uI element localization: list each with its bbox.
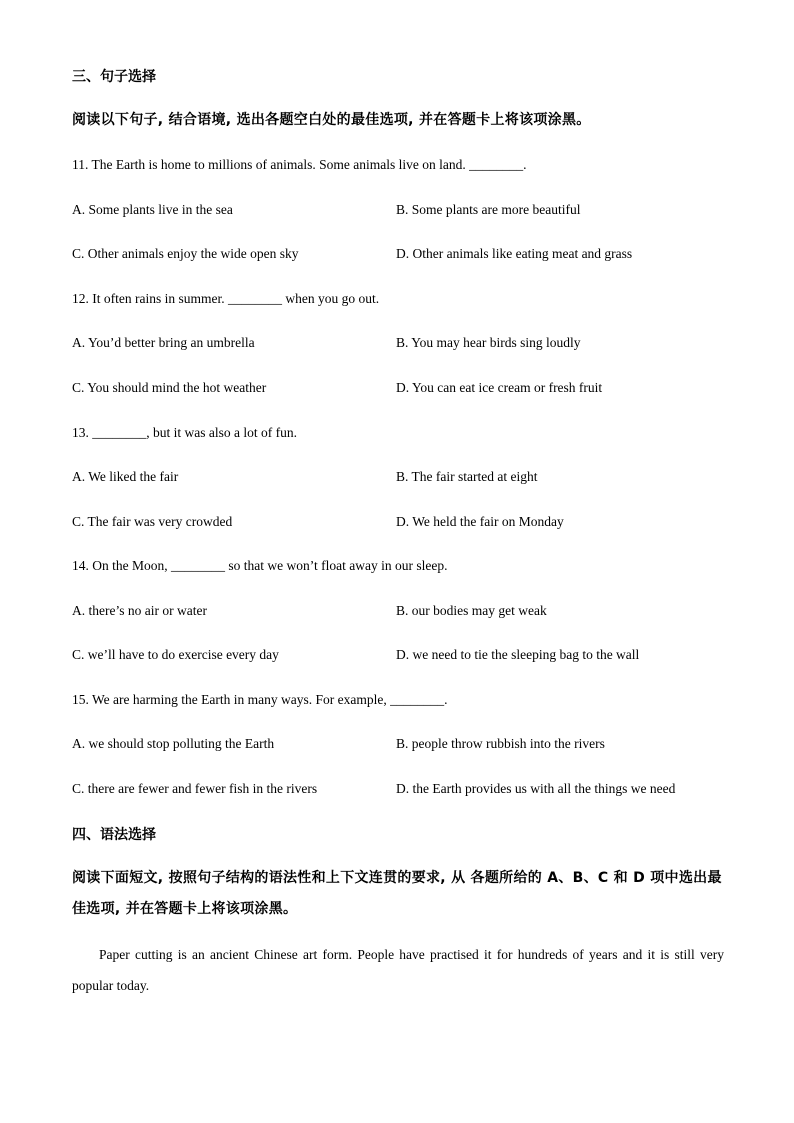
question-12-option-d: D. You can eat ice cream or fresh fruit [396,380,603,395]
section-3-instruction: 阅读以下句子, 结合语境, 选出各题空白处的最佳选项, 并在答题卡上将该项涂黑。 [72,112,591,128]
question-12-option-b: B. You may hear birds sing loudly [396,335,581,350]
question-12-option-c: C. You should mind the hot weather [72,380,267,395]
question-14-option-b: B. our bodies may get weak [396,603,547,618]
question-11-option-a: A. Some plants live in the sea [72,202,233,217]
section-4-instruction: 阅读下面短文, 按照句子结构的语法性和上下文连贯的要求, 从 各题所给的 A、B、C 和 D 项中选出最佳选项, 并在答题卡上将该项涂黑。 [72,870,722,917]
question-11-option-b: B. Some plants are more beautiful [396,202,581,217]
question-13-option-b: B. The fair started at eight [396,469,538,484]
question-13-option-a: A. We liked the fair [72,469,179,484]
question-13-option-c: C. The fair was very crowded [72,514,233,529]
question-13-stem: 13. ________, but it was also a lot of fun. [72,425,297,440]
question-12-option-a: A. You’d better bring an umbrella [72,335,255,350]
section-4-title: 四、语法选择 [72,827,156,843]
question-11-stem: 11. The Earth is home to millions of animals. Some animals live on land. ________. [72,157,527,172]
question-15-stem: 15. We are harming the Earth in many ways. For example, ________. [72,692,448,707]
question-15-option-c: C. there are fewer and fewer fish in the rivers [72,781,318,796]
question-11-option-c: C. Other animals enjoy the wide open sky [72,246,299,261]
section-3-title: 三、句子选择 [72,69,156,85]
question-15-option-b: B. people throw rubbish into the rivers [396,736,605,751]
question-12-stem: 12. It often rains in summer. ________ when you go out. [72,291,380,306]
question-14-option-d: D. we need to tie the sleeping bag to the wall [396,647,640,662]
passage-text: Paper cutting is an ancient Chinese art form. People have practised it for hundreds of years and it is still very popular today. [72,947,724,993]
question-11-option-d: D. Other animals like eating meat and grass [396,246,633,261]
question-14-option-c: C. we’ll have to do exercise every day [72,647,279,662]
question-15-option-a: A. we should stop polluting the Earth [72,736,275,751]
question-15-option-d: D. the Earth provides us with all the things we need [396,781,676,796]
question-13-option-d: D. We held the fair on Monday [396,514,564,529]
question-14-stem: 14. On the Moon, ________ so that we won’t float away in our sleep. [72,558,448,573]
question-14-option-a: A. there’s no air or water [72,603,207,618]
